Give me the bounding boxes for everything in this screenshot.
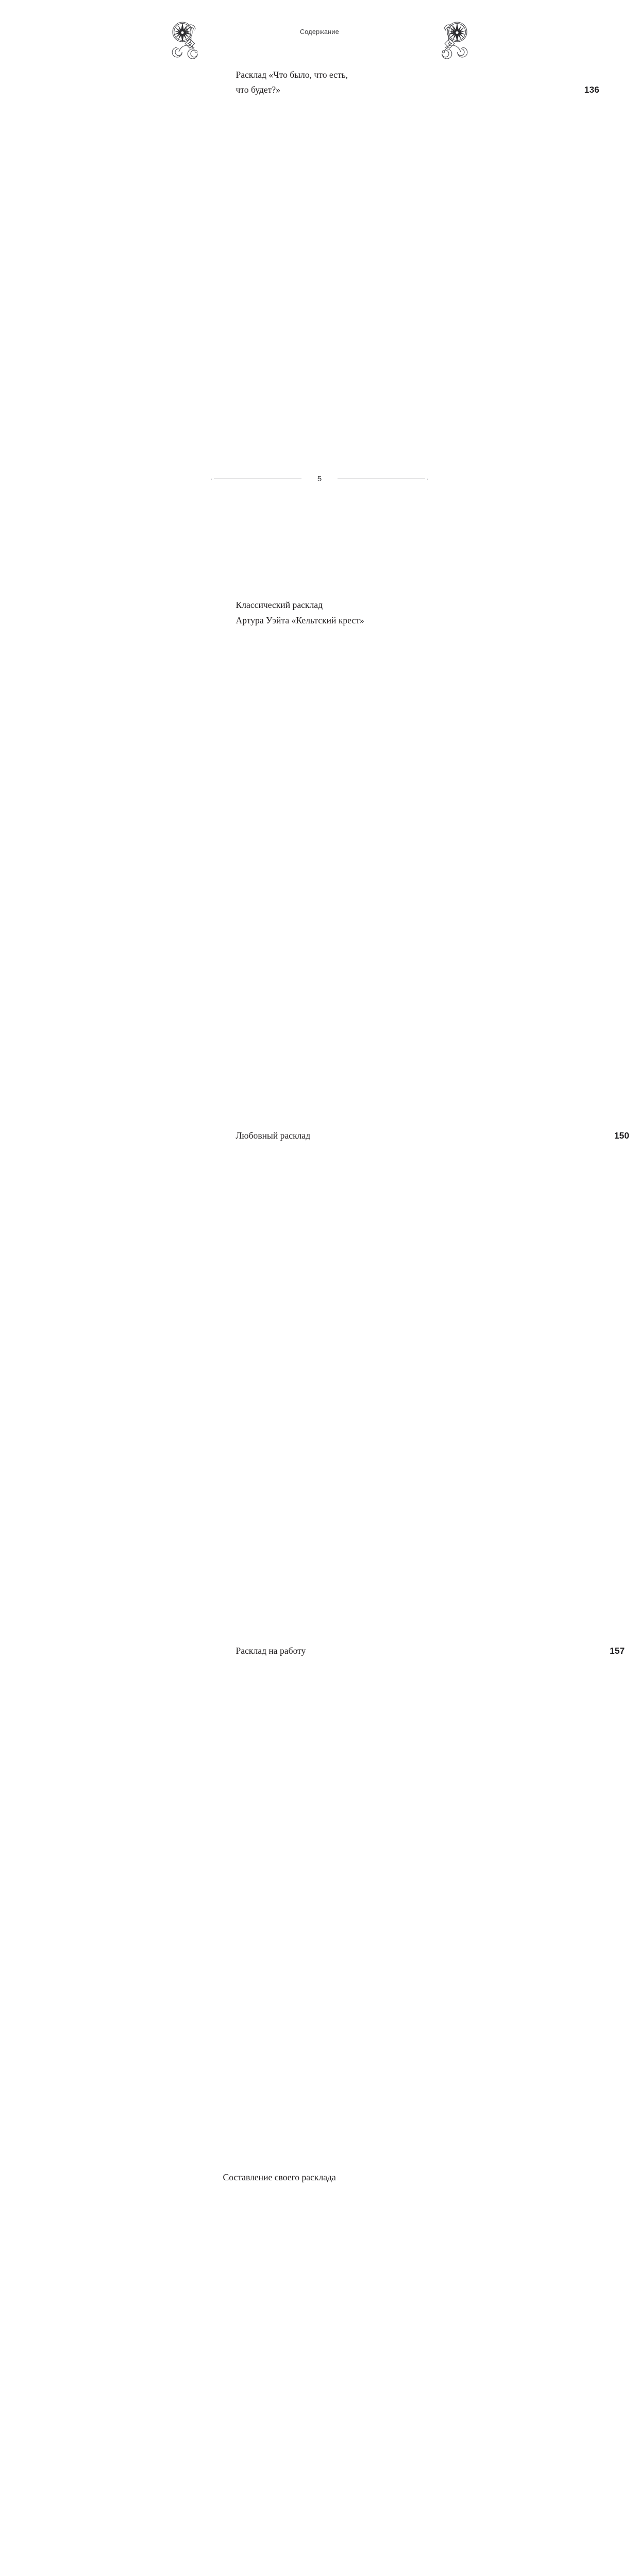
toc-entry[interactable] [223, 598, 428, 1128]
toc-page-number: 136 [280, 82, 599, 598]
footer-rule-left [211, 478, 305, 480]
toc-entry[interactable] [223, 1643, 625, 2159]
toc-entry-line [223, 67, 441, 82]
toc-entry-label: Классический расклад [236, 600, 323, 611]
toc-entry-label: Расклад на работу [236, 1645, 306, 1656]
toc-page-number [336, 2170, 639, 2576]
table-of-contents [223, 67, 630, 2576]
toc-entry[interactable] [223, 2170, 428, 2576]
book-page [160, 0, 630, 2182]
page-footer [160, 474, 479, 483]
flourish-star-ornament-right [428, 20, 471, 63]
toc-group [223, 2170, 428, 2576]
toc-page-number: 150 [310, 1128, 629, 1643]
toc-entry[interactable] [223, 1128, 630, 1643]
footer-rule-right [334, 478, 428, 480]
page-number: 5 [317, 474, 322, 483]
toc-entry-line [223, 598, 441, 613]
toc-entry-label: Любовный расклад [236, 1130, 311, 1141]
toc-group [223, 67, 630, 2159]
toc-entry-label-cont: что будет?» [236, 84, 281, 95]
toc-entry-line [223, 82, 600, 598]
toc-page-number [364, 613, 639, 1128]
toc-page-number: 157 [306, 1643, 625, 2159]
toc-entry-label: Составление своего расклада [223, 2172, 336, 2182]
toc-entry[interactable] [223, 67, 600, 598]
toc-entry-label: Расклад «Что было, что есть, [236, 70, 348, 80]
page-title: Содержание [299, 28, 340, 36]
toc-entry-label-cont: Артура Уэйта «Кельтский крест» [236, 615, 364, 625]
toc-entry-line [223, 613, 441, 1128]
flourish-star-ornament-left [169, 20, 212, 63]
